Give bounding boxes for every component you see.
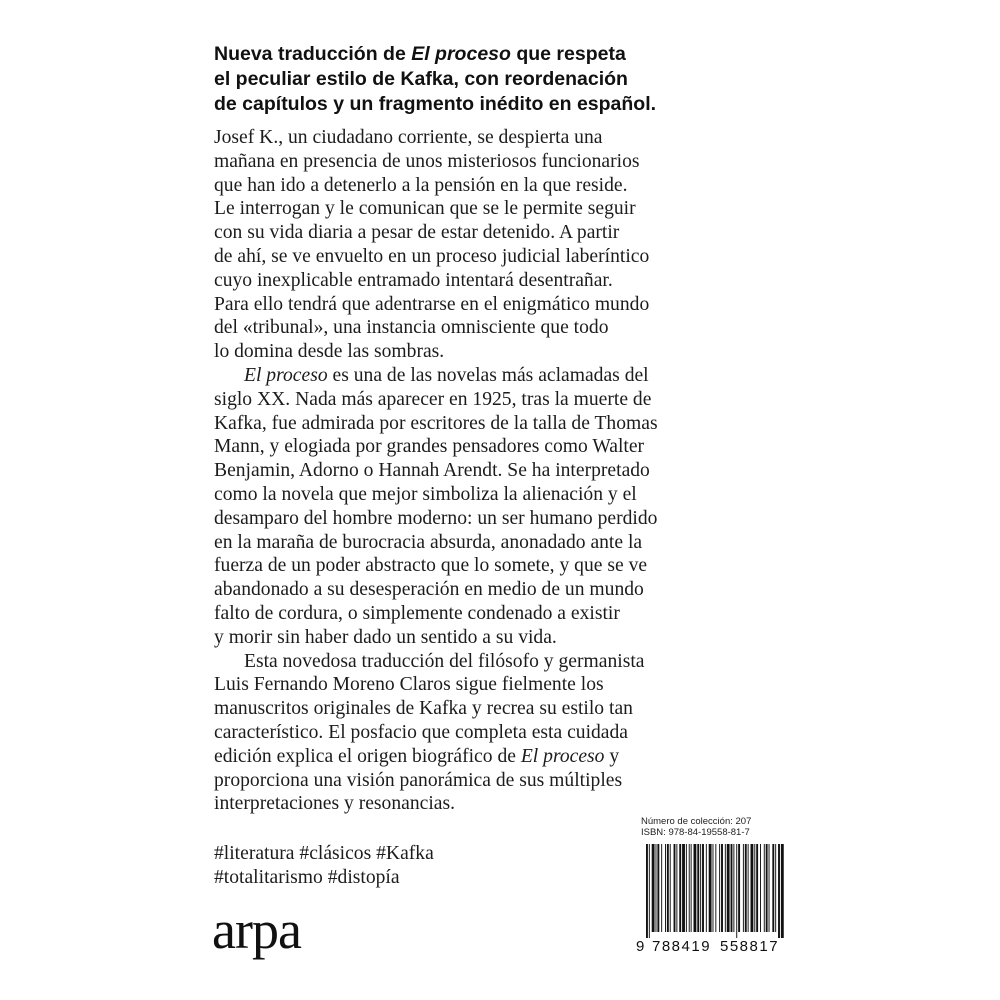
barcode-bar [778,844,780,938]
synopsis-line: desamparo del hombre moderno: un ser humano perdido [214,507,658,529]
barcode-digits [636,938,786,956]
synopsis-line: en la maraña de burocracia absurda, anonadado ante la [214,531,643,553]
barcode-bar [713,844,714,932]
barcode-bar [676,844,677,932]
synopsis-line: Mann, y elogiada por grandes pensadores como Walter [214,436,645,458]
barcode-bar [715,844,716,932]
barcode-bar [775,844,776,932]
synopsis-line: interpretaciones y resonancias. [214,793,456,815]
barcode-bar [756,844,758,932]
barcode-bar [748,844,749,932]
barcode-bar [725,844,726,932]
synopsis-line: Esta novedosa traducción del filósofo y germanista [244,650,645,672]
synopsis-line: siglo XX. Nada más aparecer en 1925, tras la muerte de [214,388,652,410]
synopsis-line: Benjamin, Adorno o Hannah Arendt. Se ha interpretado [214,460,650,482]
barcode-bar [721,844,723,932]
book-title-emphasis: El proceso [244,364,328,386]
synopsis-line: Para ello tendrá que adentrarse en el enigmático mundo [214,293,650,315]
barcode-bar [738,844,740,932]
barcode-bar [731,844,733,932]
barcode-bar [727,844,730,932]
synopsis-line: fuerza de un poder abstracto que lo somete, y que se ve [214,555,648,577]
synopsis-line: del «tribunal», una instancia omnisciente que todo [214,317,609,339]
barcode-bar [670,844,671,932]
synopsis-line: Le interrogan y le comunican que se le permite seguir [214,198,636,220]
synopsis-line: Kafka, fue admirada por escritores de la talla de Thomas [214,412,658,434]
barcode-bar [766,844,768,932]
barcode-digit-first: 9 [636,938,646,955]
barcode-bar [652,844,655,932]
barcode-bar [700,844,701,932]
barcode-bar [706,844,707,932]
barcode-bar [736,844,737,938]
collection-number: Número de colección: 207 [641,816,752,827]
barcode-bar [719,844,720,932]
barcode-bar [751,844,754,932]
barcode-bar [682,844,685,932]
barcode-bar [657,844,659,932]
hashtag-line: #literatura #clásicos #Kafka [214,843,434,864]
publisher-logo: arpa [212,900,301,960]
synopsis-line: edición explica el origen biográfico de El proceso y [214,745,620,767]
tagline-line: el peculiar estilo de Kafka, con reordenación [214,68,628,90]
barcode-bar [743,844,744,932]
barcode-bar [661,844,662,932]
barcode-bar [689,844,690,932]
synopsis-line: lo domina desde las sombras. [214,341,445,363]
barcode-bar [764,844,765,932]
barcode-bar [646,844,648,938]
tagline [214,42,774,117]
barcode-bar [649,844,650,938]
barcode-bar [697,844,699,932]
book-title-emphasis: El proceso [520,745,605,767]
barcode-bar [694,844,697,932]
barcode-bar [667,844,669,932]
isbn-text: ISBN: 978-84-19558-81-7 [641,827,750,838]
barcode-bar [679,844,681,932]
synopsis-line: con su vida diaria a pesar de estar detenido. A partir [214,222,620,244]
synopsis-line: falto de cordura, o simplemente condenado a existir [214,602,620,624]
tagline-line: Nueva traducción de El proceso que respeta [214,43,626,65]
barcode-block [636,816,786,958]
synopsis-line: manuscritos originales de Kafka y recrea su estilo tan [214,698,633,720]
barcode-bar [769,844,770,932]
barcode-digits-group2: 558817 [720,938,780,955]
barcode-bar [733,844,734,932]
synopsis-line: como la novela que mejor simboliza la alienación y el [214,483,637,505]
synopsis-line: El proceso es una de las novelas más aclamadas del [244,364,649,386]
synopsis-line: mañana en presencia de unos misteriosos funcionarios [214,150,640,172]
barcode-bar [754,844,755,932]
barcode-bar [702,844,704,932]
barcode-bar [760,844,761,932]
barcode-bar [656,844,657,932]
synopsis-line: Josef K., un ciudadano corriente, se despierta una [214,127,603,148]
synopsis-line: cuyo inexplicable entramado intentará desentrañar. [214,269,613,291]
tagline-line: de capítulos y un fragmento inédito en español. [214,93,657,115]
synopsis-line: característico. El posfacio que completa esta cuidada [214,721,628,743]
synopsis-line: abandonado a su desesperación en medio de un mundo [214,579,644,601]
synopsis-line: de ahí, se ve envuelto en un proceso judicial laberíntico [214,245,650,267]
hashtag-line: #totalitarismo #distopía [214,866,400,888]
barcode-bar [772,844,774,932]
barcode-bar [709,844,712,932]
barcode-image [636,844,786,940]
synopsis-line: Luis Fernando Moreno Claros sigue fielmente los [214,674,604,696]
synopsis-line: y morir sin haber dado un sentido a su vida. [214,626,557,648]
synopsis-line: que han ido a detenerlo a la pensión en la que reside. [214,174,628,196]
book-title-emphasis: El proceso [411,43,511,65]
barcode-digits-group1: 788419 [652,938,712,955]
barcode-bar [745,844,747,932]
barcode-bar [686,844,687,932]
synopsis-line: proporciona una visión panorámica de sus múltiples [214,769,623,791]
barcode-bar [781,844,784,938]
barcode-bar [665,844,666,932]
synopsis [214,126,774,816]
barcode-bar [691,844,692,932]
hashtags [214,842,434,890]
barcode-bar [674,844,676,932]
